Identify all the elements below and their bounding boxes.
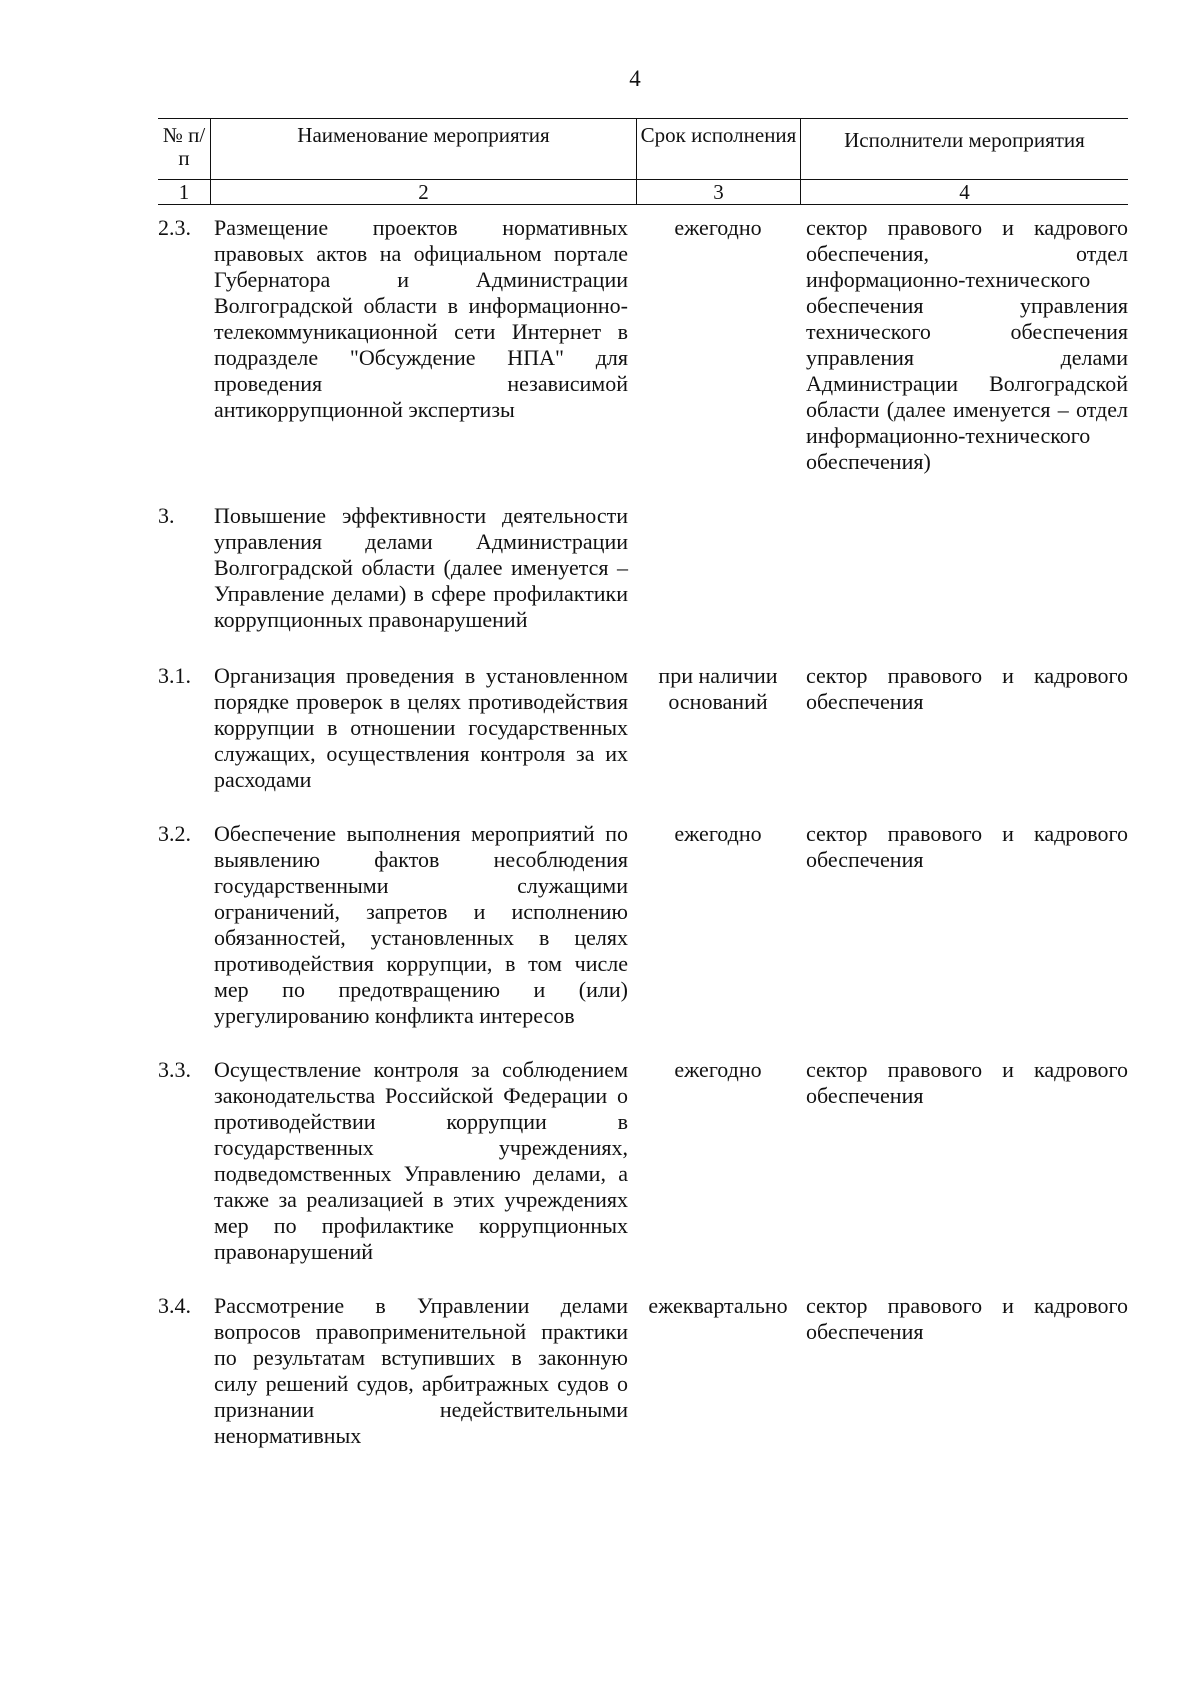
row-number: 3.3.	[158, 1057, 191, 1082]
header-executors: Исполнители мероприятия	[800, 119, 1128, 179]
row-number: 3.2.	[158, 821, 191, 846]
table-row	[158, 503, 1128, 633]
row-name: Осуществление контроля за соблюдением законодательства Российской Федерации о противодействии коррупции в государственных учреждениях, подведомственных Управлению делами, а также за реализацией в этих учреждениях мер по профилактике коррупционных правонарушений	[214, 1057, 628, 1264]
row-term: ежегодно	[674, 215, 762, 240]
row-term: ежегодно	[674, 1057, 762, 1082]
row-name: Обеспечение выполнения мероприятий по выявлению фактов несоблюдения государственными служащими ограничений, запретов и исполнению обязанностей, установленных в целях противодействия коррупции, в том числе мер по предотвращению и (или) урегулированию конфликта интересов	[214, 821, 628, 1028]
row-term: при наличии оснований	[658, 663, 778, 714]
row-name: Повышение эффективности деятельности управления делами Администрации Волгоградской области (далее именуется – Управление делами) в сфере профилактики коррупционных правонарушений	[214, 503, 628, 632]
row-executors: сектор правового и кадрового обеспечения, отдел информационно-технического обеспечения управления технического обеспечения управления делами Администрации Волгоградской области (далее именуется – отдел информационно-технического обеспечения)	[806, 215, 1128, 474]
table-row	[158, 663, 1128, 793]
header-num: № п/п	[162, 123, 206, 170]
row-executors	[800, 503, 1128, 633]
table-row	[158, 215, 1128, 475]
row-executors: сектор правового и кадрового обеспечения	[806, 821, 1128, 872]
column-number: 1	[178, 180, 190, 204]
row-name: Рассмотрение в Управлении делами вопросов правоприменительной практики по результатам вступивших в законную силу решений судов, арбитражных судов о признании недействительными ненормативных	[214, 1293, 628, 1448]
row-number: 3.1.	[158, 663, 191, 688]
row-number: 2.3.	[158, 215, 191, 240]
column-number-row	[158, 179, 1128, 205]
column-number: 2	[210, 180, 636, 204]
row-number: 3.	[158, 503, 175, 528]
row-name: Размещение проектов нормативных правовых актов на официальном портале Губернатора и Администрации Волгоградской области в информационно-телекоммуникационной сети Интернет в подразделе "Обсуждение НПА" для проведения независимой антикоррупционной экспертизы	[214, 215, 628, 422]
column-number: 3	[636, 180, 800, 204]
measures-table	[158, 118, 1128, 1449]
row-term: ежеквартально	[648, 1293, 788, 1318]
row-executors: сектор правового и кадрового обеспечения	[806, 1057, 1128, 1108]
page-number: 4	[629, 66, 641, 91]
table-row	[158, 1057, 1128, 1265]
header-name: Наименование мероприятия	[210, 119, 636, 179]
row-executors: сектор правового и кадрового обеспечения	[806, 1293, 1128, 1344]
table-row	[158, 1293, 1128, 1449]
row-executors: сектор правового и кадрового обеспечения	[806, 663, 1128, 714]
row-number: 3.4.	[158, 1293, 191, 1318]
header-term: Срок исполнения	[636, 119, 800, 179]
table-header-row	[158, 118, 1128, 179]
row-term: ежегодно	[674, 821, 762, 846]
row-term	[636, 503, 800, 633]
column-number: 4	[800, 180, 1128, 204]
row-name: Организация проведения в установленном порядке проверок в целях противодействия коррупции в отношении государственных служащих, осуществления контроля за их расходами	[214, 663, 628, 792]
table-body	[158, 205, 1128, 1449]
table-row	[158, 821, 1128, 1029]
